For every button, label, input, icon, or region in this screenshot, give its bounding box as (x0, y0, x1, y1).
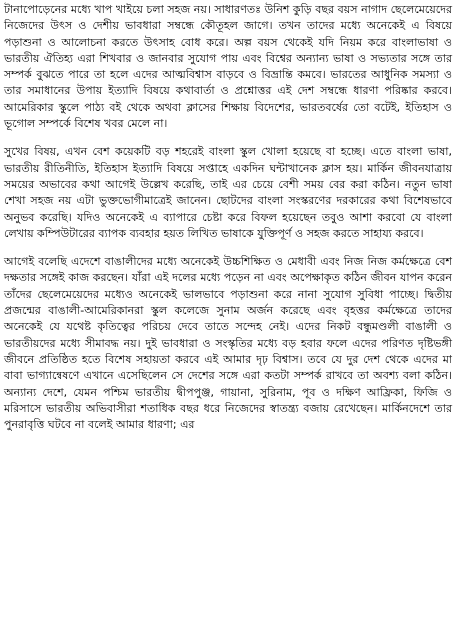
paragraph: সুখের বিষয়, এখন বেশ কয়েকটি বড় শহরেই বাংলা স্কুল খোলা হয়েছে বা হচ্ছে। এতে বাংলা ভাষা, ভারতীয় রীতিনীতি, ইতিহাস ইত্যাদি বিষয়ে সপ্তাহে একদিন ঘন্টাখানেক ক্লাস হয়। মার্কিন জীবনযাত্রায় সময়ের অভাবের কথা আগেই উল্লেখ করেছি, তাই এর চেয়ে বেশী সময় বের করা কঠিন। নতুন ভাষা শেখা সহজ নয় এটা ভুক্তভোগীমাত্রেই জানেন। ছোটদের বাংলা সংস্করণের দরকারের কথা বিশেষভাবে অনুভব করেছি। যদিও অনেকেই এ ব্যাপারে চেষ্টা করে বিফল হয়েছেন তবুও আশা করবো যে বাংলা লেখায় কম্পিউটারের ব্যাপক ব্যবহার হয়ত লিখিত ভাষাকে যুক্তিপূর্ণ ও সহজ করতে সাহায্য করবে। (4, 145, 452, 240)
paragraph: আগেই বলেছি এদেশে বাঙালীদের মধ্যে অনেকেই উচ্চশিক্ষিত ও মেধাবী এবং নিজ নিজ কর্মক্ষেত্রে বেশ দক্ষতার সঙ্গেই কাজ করছেন। যাঁরা এই দলের মধ্যে পড়েন না এবং অপেক্ষাকৃত কঠিন জীবন যাপন করেন তাঁদের ছেলেমেয়েদের মধ্যেও অনেকেই ভালভাবে পড়াশুনা করে নানা সুযোগ সুবিধা পাচ্ছে। দ্বিতীয় প্রজন্মের বাঙালী-আমেরিকানরা স্কুল কলেজে সুনাম অর্জন করেছে এবং বৃহত্তর কর্মক্ষেত্রে তাদের অনেকেই যে যথেষ্ট কৃতিত্বের পরিচয় দেবে তাতে সন্দেহ নেই। এদের নিকট বন্ধুমণ্ডলী বাঙালী ও ভারতীয়দের মধ্যে সীমাবদ্ধ নয়। দুই ভাবধারা ও সংস্কৃতির মধ্যে বড় হবার ফলে এদের পরিণত দৃষ্টিভঙ্গী জীবনে প্রতিষ্ঠিত হতে বিশেষ সহায়তা করবে এই আমার দৃঢ় বিশ্বাস। তবে যে দুর দেশ থেকে এদের মা বাবা ভাগ্যান্বেষণে এখানে এসেছিলেন সে দেশের সঙ্গে এরা কতটা সম্পর্ক রাখবে তা অবশ্য বলা কঠিন। অন্যান্য দেশে, যেমন পশ্চিম ভারতীয় দ্বীপপুঞ্জ, গায়ানা, সুরিনাম, পূব ও দক্ষিণ আফ্রিকা, ফিজি ও মরিসাসে ভারতীয় অভিবাসীরা শতাধিক বছর ধরে নিজেদের স্বাতন্ত্র্য বজায় রেখেছেন। মার্কিনদেশে তার পুনরাবৃত্তি ঘটবে না বলেই আমার ধারণা; এর (4, 255, 452, 432)
paragraph: টানাপোড়েনের মধ্যে খাপ খাইয়ে চলা সহজ নয়। সাধারণতঃ উনিশ কুড়ি বছর বয়স নাগাদ ছেলেমেয়েদের নিজেদের উৎস ও দেশীয় ভাবধারা সম্বন্ধে কৌতূহল জাগে। তখন তাদের মধ্যে অনেকেই এ বিষয়ে পড়াশুনা ও আলোচনা করতে উৎসাহ বোধ করে। অল্প বয়স থেকেই যদি নিয়ম করে বাংলাভাষা ও ভারতীয় ঐতিহ্য এরা শিখবার ও জানবার সুযোগ পায় এবং বিশ্বের অন্যান্য ভাষা ও সভ্যতার সঙ্গে তার সম্পর্ক বুঝতে পারে তা হলে এদের আত্মবিশ্বাস বাড়বে ও বিভ্রান্তি কমবে। ভারতের আধুনিক সমস্যা ও তার সমাধানের উপায় ইত্যাদি বিষয়ে কথাবার্তা ও প্রশ্নোত্তর এই দেশ সম্বন্ধে ধারণা পরিষ্কার করবে। আমেরিকার স্কুলে পাঠ্য বই থেকে অথবা ক্লাসের শিক্ষায় বিদেশের, ভারতবর্ষের তো বটেই, ইতিহাস ও ভূগোল সম্পর্কে বিশেষ খবর মেলে না। (4, 3, 452, 131)
